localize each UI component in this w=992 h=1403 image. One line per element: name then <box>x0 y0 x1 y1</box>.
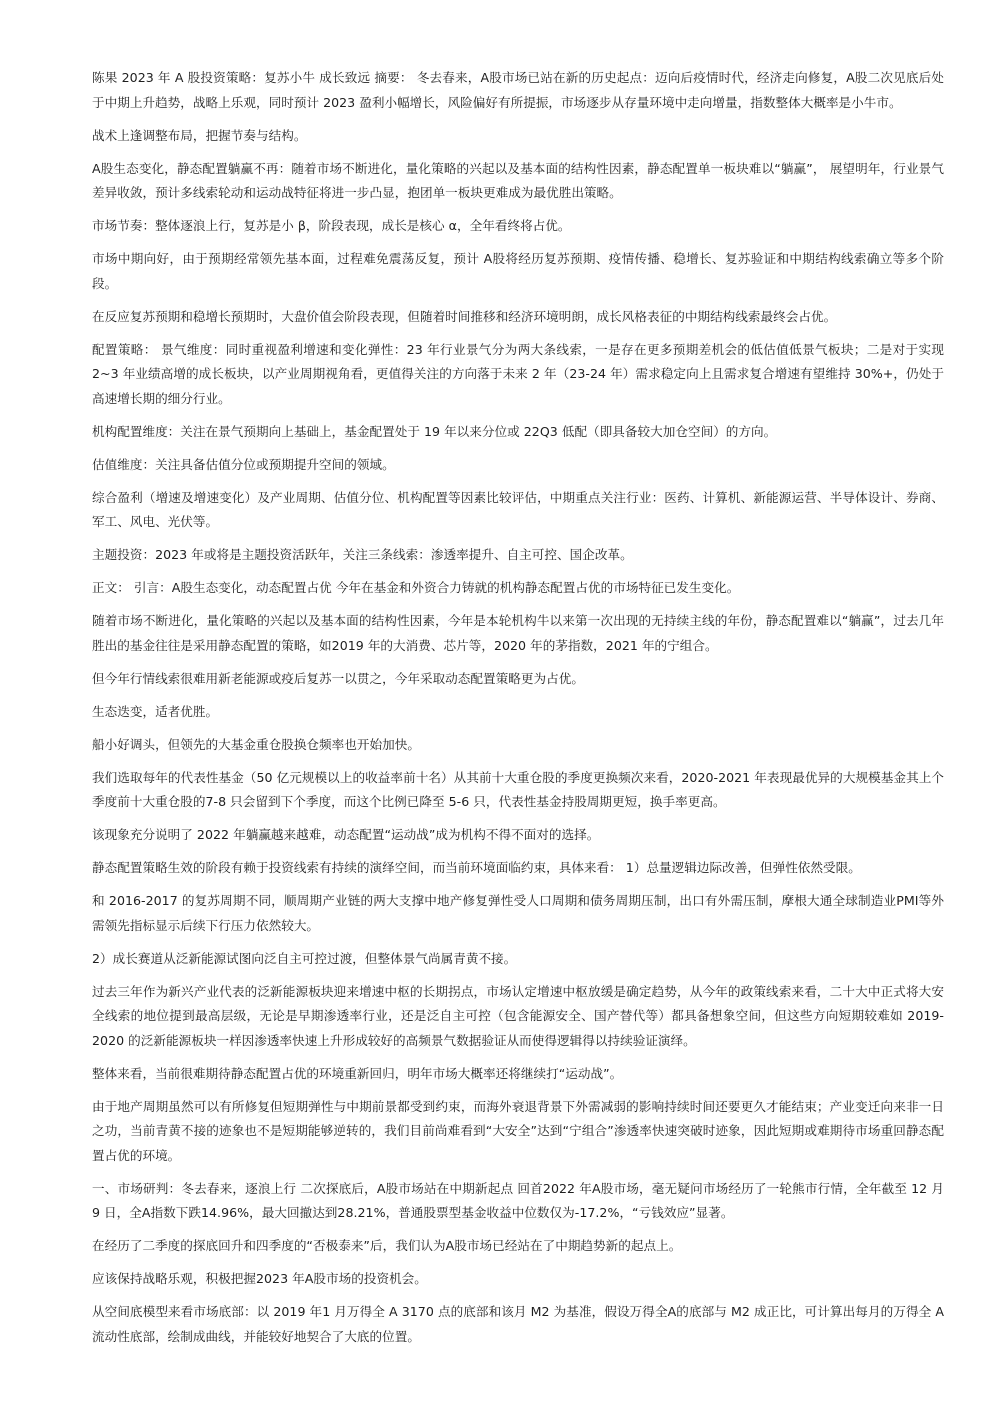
paragraph: 我们选取每年的代表性基金（50 亿元规模以上的收益率前十名）从其前十大重仓股的季度更换频次来看，2020-2021 年表现最优异的大规模基金其上个季度前十大重仓股的7-8 只会留到下个季度，而这个比例已降至 5-6 只，代表性基金持股周期更短，换手率更高。 <box>92 769 944 809</box>
paragraph: 和 2016-2017 的复苏周期不同，顺周期产业链的两大支撑中地产修复弹性受人口周期和债务周期压制，出口有外需压制，摩根大通全球制造业PMI等外需领先指标显示后续下行压力依然较大。 <box>92 893 944 933</box>
paragraph: 在经历了二季度的探底回升和四季度的“否极泰来”后，我们认为A股市场已经站在了中期趋势新的起点上。 <box>92 1238 682 1253</box>
paragraph: 一、市场研判：冬去春来，逐浪上行 二次探底后，A股市场站在中期新起点 回首2022 年A股市场，毫无疑问市场经历了一轮熊市行情，全年截至 12 月 9 日，全A指数下跌14.96%，最大回撤达到28.21%，普通股票型基金收益中位数仅为-17.2%，“亏钱效应”显著。 <box>92 1180 944 1220</box>
paragraph: 陈果 2023 年 A 股投资策略：复苏小牛 成长致远 摘要： 冬去春来，A股市场已站在新的历史起点：迈向后疫情时代，经济走向修复，A股二次见底后处于中期上升趋势，战略上乐观，同时预计 2023 盈利小幅增长，风险偏好有所提振，市场逐步从存量环境中走向增量，指数整体大概率是小牛市。 <box>92 70 944 110</box>
paragraph: 该现象充分说明了 2022 年躺赢越来越难，动态配置“运动战”成为机构不得不面对的选择。 <box>92 827 600 842</box>
paragraph: 生态迭变，适者优胜。 <box>92 703 219 719</box>
document-body <box>92 66 944 1358</box>
paragraph: A股生态变化，静态配置躺赢不再：随着市场不断进化，量化策略的兴起以及基本面的结构性因素，静态配置单一板块难以“躺赢”， 展望明年，行业景气差异收敛，预计多线索轮动和运动战特征将进一步凸显，抱团单一板块更难成为最优胜出策略。 <box>92 160 944 200</box>
paragraph: 主题投资：2023 年或将是主题投资活跃年，关注三条线索：渗透率提升、自主可控、国企改革。 <box>92 547 633 562</box>
paragraph: 市场中期向好，由于预期经常领先基本面，过程难免震荡反复，预计 A股将经历复苏预期、疫情传播、稳增长、复苏验证和中期结构线索确立等多个阶段。 <box>92 251 944 291</box>
paragraph: 整体来看，当前很难期待静态配置占优的环境重新回归，明年市场大概率还将继续打“运动战”。 <box>92 1065 623 1081</box>
paragraph: 综合盈利（增速及增速变化）及产业周期、估值分位、机构配置等因素比较评估，中期重点关注行业：医药、计算机、新能源运营、半导体设计、券商、军工、风电、光伏等。 <box>92 489 944 529</box>
paragraph: 船小好调头，但领先的大基金重仓股换仓频率也开始加快。 <box>92 736 420 752</box>
paragraph: 由于地产周期虽然可以有所修复但短期弹性与中期前景都受到约束，而海外衰退背景下外需减弱的影响持续时间还要更久才能结束；产业变迁向来非一日之功，当前青黄不接的迹象也不是短期能够逆转的，我们目前尚难看到“大安全”达到“宁组合”渗透率快速突破时迹象，因此短期或难期待市场重回静态配置占优的环境。 <box>92 1098 944 1163</box>
paragraph: 估值维度：关注具备估值分位或预期提升空间的领域。 <box>92 456 395 472</box>
paragraph: 配置策略： 景气维度：同时重视盈利增速和变化弹性：23 年行业景气分为两大条线索，一是存在更多预期差机会的低估值低景气板块；二是对于实现 2~3 年业绩高增的成长板块，以产业周期视角看，更值得关注的方向落于未来 2 年（23-24 年）需求稳定向上且需求复合增速有望维持 30%+，仍处于高速增长期的细分行业。 <box>92 341 944 406</box>
paragraph: 但今年行情线索很难用新老能源或疫后复苏一以贯之，今年采取动态配置策略更为占优。 <box>92 670 584 686</box>
paragraph: 在反应复苏预期和稳增长预期时，大盘价值会阶段表现，但随着时间推移和经济环境明朗，成长风格表征的中期结构线索最终会占优。 <box>92 308 837 324</box>
paragraph: 市场节奏：整体逐浪上行，复苏是小 β，阶段表现，成长是核心 α，全年看终将占优。 <box>92 218 571 233</box>
paragraph: 正文： 引言：A股生态变化，动态配置占优 今年在基金和外资合力铸就的机构静态配置占优的市场特征已发生变化。 <box>92 580 740 595</box>
paragraph: 从空间底模型来看市场底部：以 2019 年1 月万得全 A 3170 点的底部和该月 M2 为基准，假设万得全A的底部与 M2 成正比，可计算出每月的万得全 A流动性底部，绘制成曲线，并能较好地契合了大底的位置。 <box>92 1304 944 1344</box>
paragraph: 机构配置维度：关注在景气预期向上基础上，基金配置处于 19 年以来分位或 22Q3 低配（即具备较大加仓空间）的方向。 <box>92 423 777 439</box>
paragraph: 战术上逢调整布局，把握节奏与结构。 <box>92 127 307 143</box>
paragraph: 2）成长赛道从泛新能源试图向泛自主可控过渡，但整体景气尚属青黄不接。 <box>92 950 517 966</box>
paragraph: 应该保持战略乐观，积极把握2023 年A股市场的投资机会。 <box>92 1271 427 1286</box>
paragraph: 随着市场不断进化，量化策略的兴起以及基本面的结构性因素，今年是本轮机构牛以来第一次出现的无持续主线的年份，静态配置难以“躺赢”，过去几年胜出的基金往往是采用静态配置的策略，如2019 年的大消费、芯片等，2020 年的茅指数，2021 年的宁组合。 <box>92 613 944 653</box>
paragraph: 过去三年作为新兴产业代表的泛新能源板块迎来增速中枢的长期拐点，市场认定增速中枢放缓是确定趋势，从今年的政策线索来看，二十大中正式将大安全线索的地位提到最高层级，无论是早期渗透率行业，还是泛自主可控（包含能源安全、国产替代等）都具备想象空间，但这些方向短期较难如 2019-2020 的泛新能源板块一样因渗透率快速上升形成较好的高频景气数据验证从而使得逻辑得以持续验证演绎。 <box>92 983 944 1048</box>
paragraph: 静态配置策略生效的阶段有赖于投资线索有持续的演绎空间，而当前环境面临约束，具体来看： 1）总量逻辑边际改善，但弹性依然受限。 <box>92 860 861 875</box>
